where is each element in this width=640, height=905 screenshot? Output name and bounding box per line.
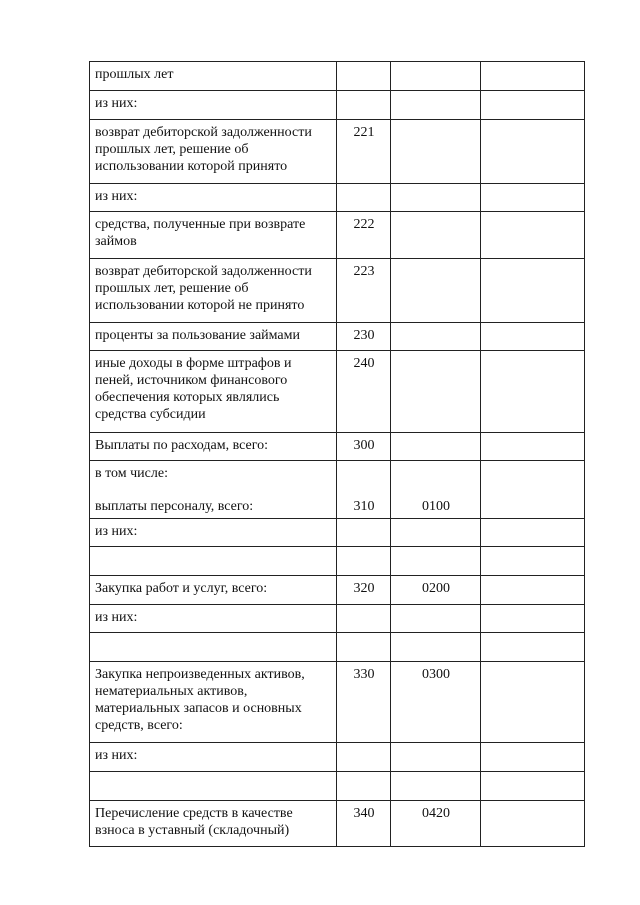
row-label-cell <box>90 461 337 519</box>
row-amount-cell <box>481 633 585 662</box>
row-code-cell <box>337 772 391 801</box>
row-label-cell <box>90 433 337 461</box>
row-code: 340 <box>353 806 375 821</box>
row-label: из них: <box>95 610 138 625</box>
row-code-cell <box>337 351 391 433</box>
row-label: Выплаты по расходам, всего: <box>95 438 269 453</box>
table-row <box>90 184 585 212</box>
row-label: средства, полученные при возврате займов <box>95 217 306 249</box>
table-body <box>90 62 585 847</box>
row-classification-code: 0300 <box>422 667 450 682</box>
row-code-cell <box>337 605 391 633</box>
row-amount-cell <box>481 212 585 259</box>
row-amount-cell <box>481 605 585 633</box>
row-classification-code-cell <box>391 519 481 547</box>
row-classification-code-cell <box>391 576 481 605</box>
row-amount-cell <box>481 743 585 772</box>
row-classification-code-cell <box>391 433 481 461</box>
row-classification-code: 0420 <box>422 806 450 821</box>
row-amount-cell <box>481 547 585 576</box>
row-classification-code-cell <box>391 743 481 772</box>
row-code-cell <box>337 62 391 91</box>
row-classification-code-cell <box>391 662 481 743</box>
row-label-cell <box>90 259 337 323</box>
row-code-cell <box>337 743 391 772</box>
row-code-cell <box>337 91 391 120</box>
table-row <box>90 62 585 91</box>
row-amount-cell <box>481 662 585 743</box>
row-code-cell <box>337 184 391 212</box>
row-amount-cell <box>481 259 585 323</box>
row-amount-cell <box>481 772 585 801</box>
table-row <box>90 605 585 633</box>
row-label: Перечисление средств в качестве взноса в уставный (складочный) <box>95 806 293 838</box>
row-label-cell <box>90 547 337 576</box>
table-row <box>90 91 585 120</box>
row-classification-code-cell <box>391 184 481 212</box>
table-row <box>90 772 585 801</box>
row-code-cell <box>337 212 391 259</box>
row-sublabel: выплаты персоналу, всего: <box>95 499 254 514</box>
row-code: 223 <box>353 264 375 279</box>
row-label-cell <box>90 184 337 212</box>
row-label-cell <box>90 62 337 91</box>
row-amount-cell <box>481 120 585 184</box>
row-code-cell <box>337 259 391 323</box>
row-label: в том числе: <box>95 466 168 481</box>
table-row <box>90 662 585 743</box>
row-amount-cell <box>481 91 585 120</box>
row-classification-code-cell <box>391 461 481 519</box>
table-row <box>90 120 585 184</box>
row-code: 320 <box>353 581 375 596</box>
row-classification-code-cell <box>391 801 481 847</box>
row-label-cell <box>90 519 337 547</box>
row-subcode: 310 <box>353 499 375 514</box>
row-label: Закупка непроизведенных активов, нематериальных активов, материальных запасов и основных средств, всего: <box>95 667 305 733</box>
row-label: иные доходы в форме штрафов и пеней, источником финансового обеспечения которых являлись средства субсидии <box>95 356 292 422</box>
row-code-cell <box>337 662 391 743</box>
row-amount-cell <box>481 461 585 519</box>
table-row <box>90 433 585 461</box>
row-amount-cell <box>481 323 585 351</box>
table-row <box>90 519 585 547</box>
table-row <box>90 461 585 519</box>
row-classification-code-cell <box>391 323 481 351</box>
table-row <box>90 323 585 351</box>
row-amount-cell <box>481 801 585 847</box>
row-code-cell <box>337 633 391 662</box>
row-label-cell <box>90 351 337 433</box>
row-code-cell <box>337 519 391 547</box>
row-code: 230 <box>353 328 375 343</box>
row-code: 222 <box>353 217 375 232</box>
row-label-cell <box>90 772 337 801</box>
table-row <box>90 259 585 323</box>
row-code: 221 <box>353 125 375 140</box>
row-label: прошлых лет <box>95 67 174 82</box>
row-label-cell <box>90 91 337 120</box>
row-label: из них: <box>95 189 138 204</box>
table-row <box>90 547 585 576</box>
row-classification-code-cell <box>391 547 481 576</box>
table-row <box>90 576 585 605</box>
row-label: Закупка работ и услуг, всего: <box>95 581 268 596</box>
financial-plan-table <box>89 61 585 847</box>
row-label-cell <box>90 323 337 351</box>
row-amount-cell <box>481 184 585 212</box>
row-code-cell <box>337 323 391 351</box>
row-code: 300 <box>353 438 375 453</box>
row-code: 330 <box>353 667 375 682</box>
row-classification-code-cell <box>391 605 481 633</box>
row-code-cell <box>337 547 391 576</box>
row-code: 240 <box>353 356 375 371</box>
row-label-cell <box>90 576 337 605</box>
row-classification-code-cell <box>391 259 481 323</box>
row-amount-cell <box>481 351 585 433</box>
row-code-cell <box>337 120 391 184</box>
row-amount-cell <box>481 62 585 91</box>
row-code-cell <box>337 433 391 461</box>
table-row <box>90 212 585 259</box>
table-row <box>90 743 585 772</box>
row-label: проценты за пользование займами <box>95 328 300 343</box>
row-classification-code-cell <box>391 212 481 259</box>
row-amount-cell <box>481 576 585 605</box>
table-row <box>90 801 585 847</box>
row-code-cell <box>337 801 391 847</box>
table-row <box>90 351 585 433</box>
row-label: возврат дебиторской задолженности прошлых лет, решение об использовании которой не принято <box>95 264 312 313</box>
row-classification-code-cell <box>391 633 481 662</box>
row-label-cell <box>90 743 337 772</box>
row-label-cell <box>90 212 337 259</box>
row-classification-code-cell <box>391 62 481 91</box>
row-label: из них: <box>95 96 138 111</box>
row-label-cell <box>90 120 337 184</box>
row-classification-code-cell <box>391 772 481 801</box>
row-code-cell <box>337 576 391 605</box>
row-label: из них: <box>95 524 138 539</box>
row-label-cell <box>90 633 337 662</box>
row-classification-code-cell <box>391 91 481 120</box>
row-classification-code-cell <box>391 351 481 433</box>
row-label: возврат дебиторской задолженности прошлых лет, решение об использовании которой принято <box>95 125 312 174</box>
row-amount-cell <box>481 433 585 461</box>
row-amount-cell <box>481 519 585 547</box>
row-code-cell <box>337 461 391 519</box>
row-sub-classification-code: 0100 <box>422 499 450 514</box>
row-label: из них: <box>95 748 138 763</box>
row-label-cell <box>90 801 337 847</box>
row-classification-code-cell <box>391 120 481 184</box>
row-classification-code: 0200 <box>422 581 450 596</box>
row-label-cell <box>90 662 337 743</box>
row-label-cell <box>90 605 337 633</box>
table-row <box>90 633 585 662</box>
